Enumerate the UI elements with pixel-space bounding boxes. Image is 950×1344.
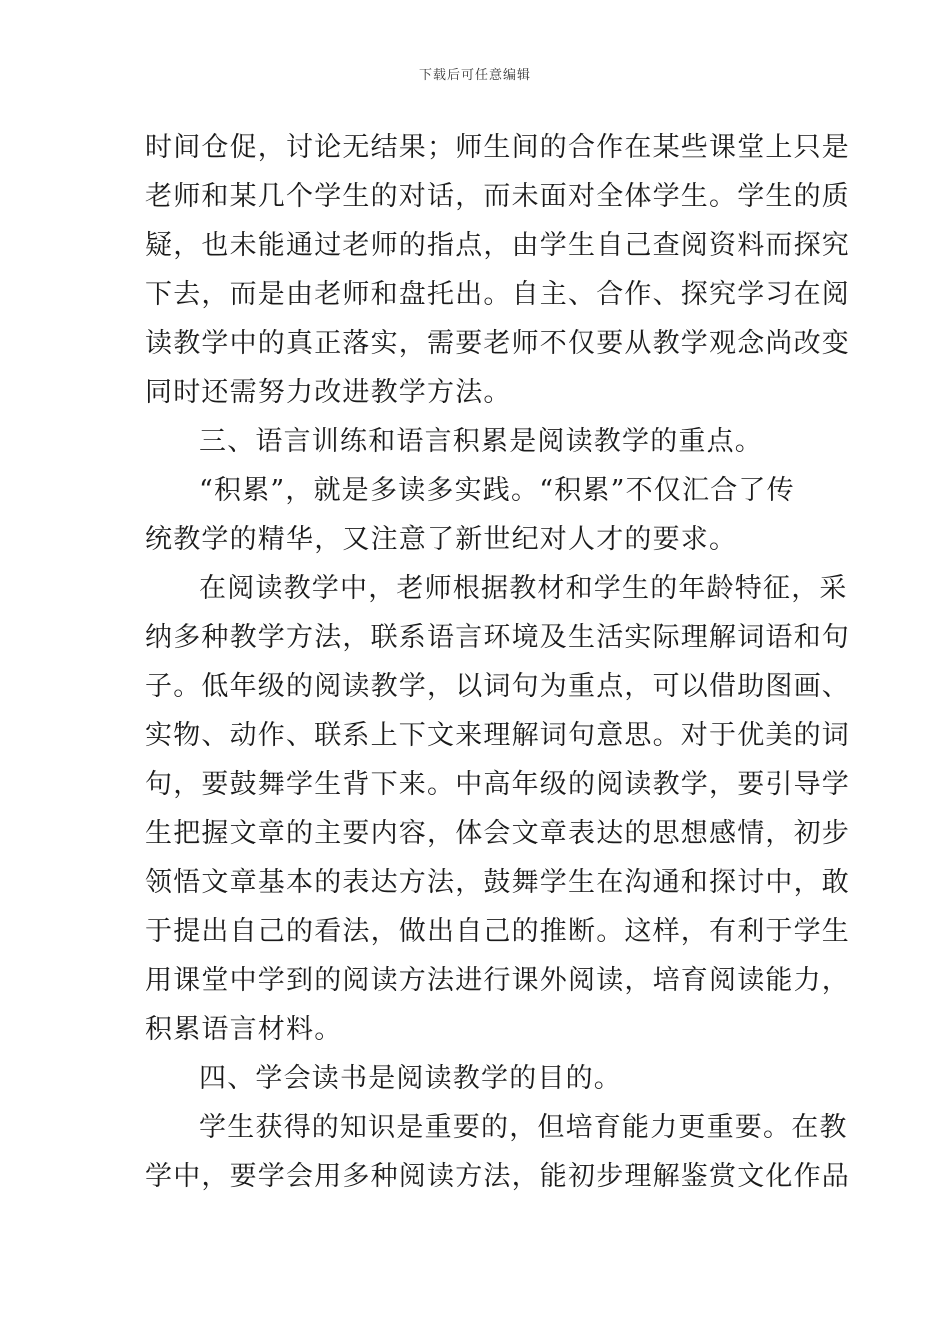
text-line: 句，要鼓舞学生背下来。中高年级的阅读教学，要引导学 (145, 769, 850, 800)
section-heading: 三、语言训练和语言积累是阅读教学的重点。 (199, 426, 763, 457)
text-line: 生把握文章的主要内容，体会文章表达的思想感情，初步 (145, 818, 850, 849)
text-line: 领悟文章基本的表达方法，鼓舞学生在沟通和探讨中，敢 (145, 867, 850, 898)
text-line: “积累”，就是多读多实践。“积累”不仅汇合了传 (199, 475, 795, 506)
text-line: 实物、动作、联系上下文来理解词句意思。对于优美的词 (145, 720, 850, 751)
text-line: 老师和某几个学生的对话，而未面对全体学生。学生的质 (145, 181, 850, 212)
text-line: 学中，要学会用多种阅读方法，能初步理解鉴赏文化作品 (145, 1161, 850, 1192)
text-line: 学生获得的知识是重要的，但培育能力更重要。在教 (199, 1112, 848, 1143)
text-line: 子。低年级的阅读教学，以词句为重点，可以借助图画、 (145, 671, 850, 702)
text-line: 时间仓促，讨论无结果；师生间的合作在某些课堂上只是 (145, 132, 850, 163)
section-heading: 四、学会读书是阅读教学的目的。 (199, 1063, 622, 1094)
text-line: 读教学中的真正落实，需要老师不仅要从教学观念尚改变 (145, 328, 850, 359)
text-line: 在阅读教学中，老师根据教材和学生的年龄特征，采 (199, 573, 848, 604)
text-line: 积累语言材料。 (145, 1014, 343, 1045)
text-line: 统教学的精华，又注意了新世纪对人才的要求。 (145, 524, 738, 555)
text-line: 纳多种教学方法，联系语言环境及生活实际理解词语和句 (145, 622, 850, 653)
page-header: 下载后可任意编辑 (418, 68, 531, 83)
text-line: 下去，而是由老师和盘托出。自主、合作、探究学习在阅 (145, 279, 850, 310)
text-line: 同时还需努力改进教学方法。 (145, 377, 512, 408)
text-line: 疑，也未能通过老师的指点，由学生自己查阅资料而探究 (145, 230, 850, 261)
text-line: 用课堂中学到的阅读方法进行课外阅读，培育阅读能力， (145, 965, 850, 996)
text-line: 于提出自己的看法，做出自己的推断。这样，有利于学生 (145, 916, 850, 947)
